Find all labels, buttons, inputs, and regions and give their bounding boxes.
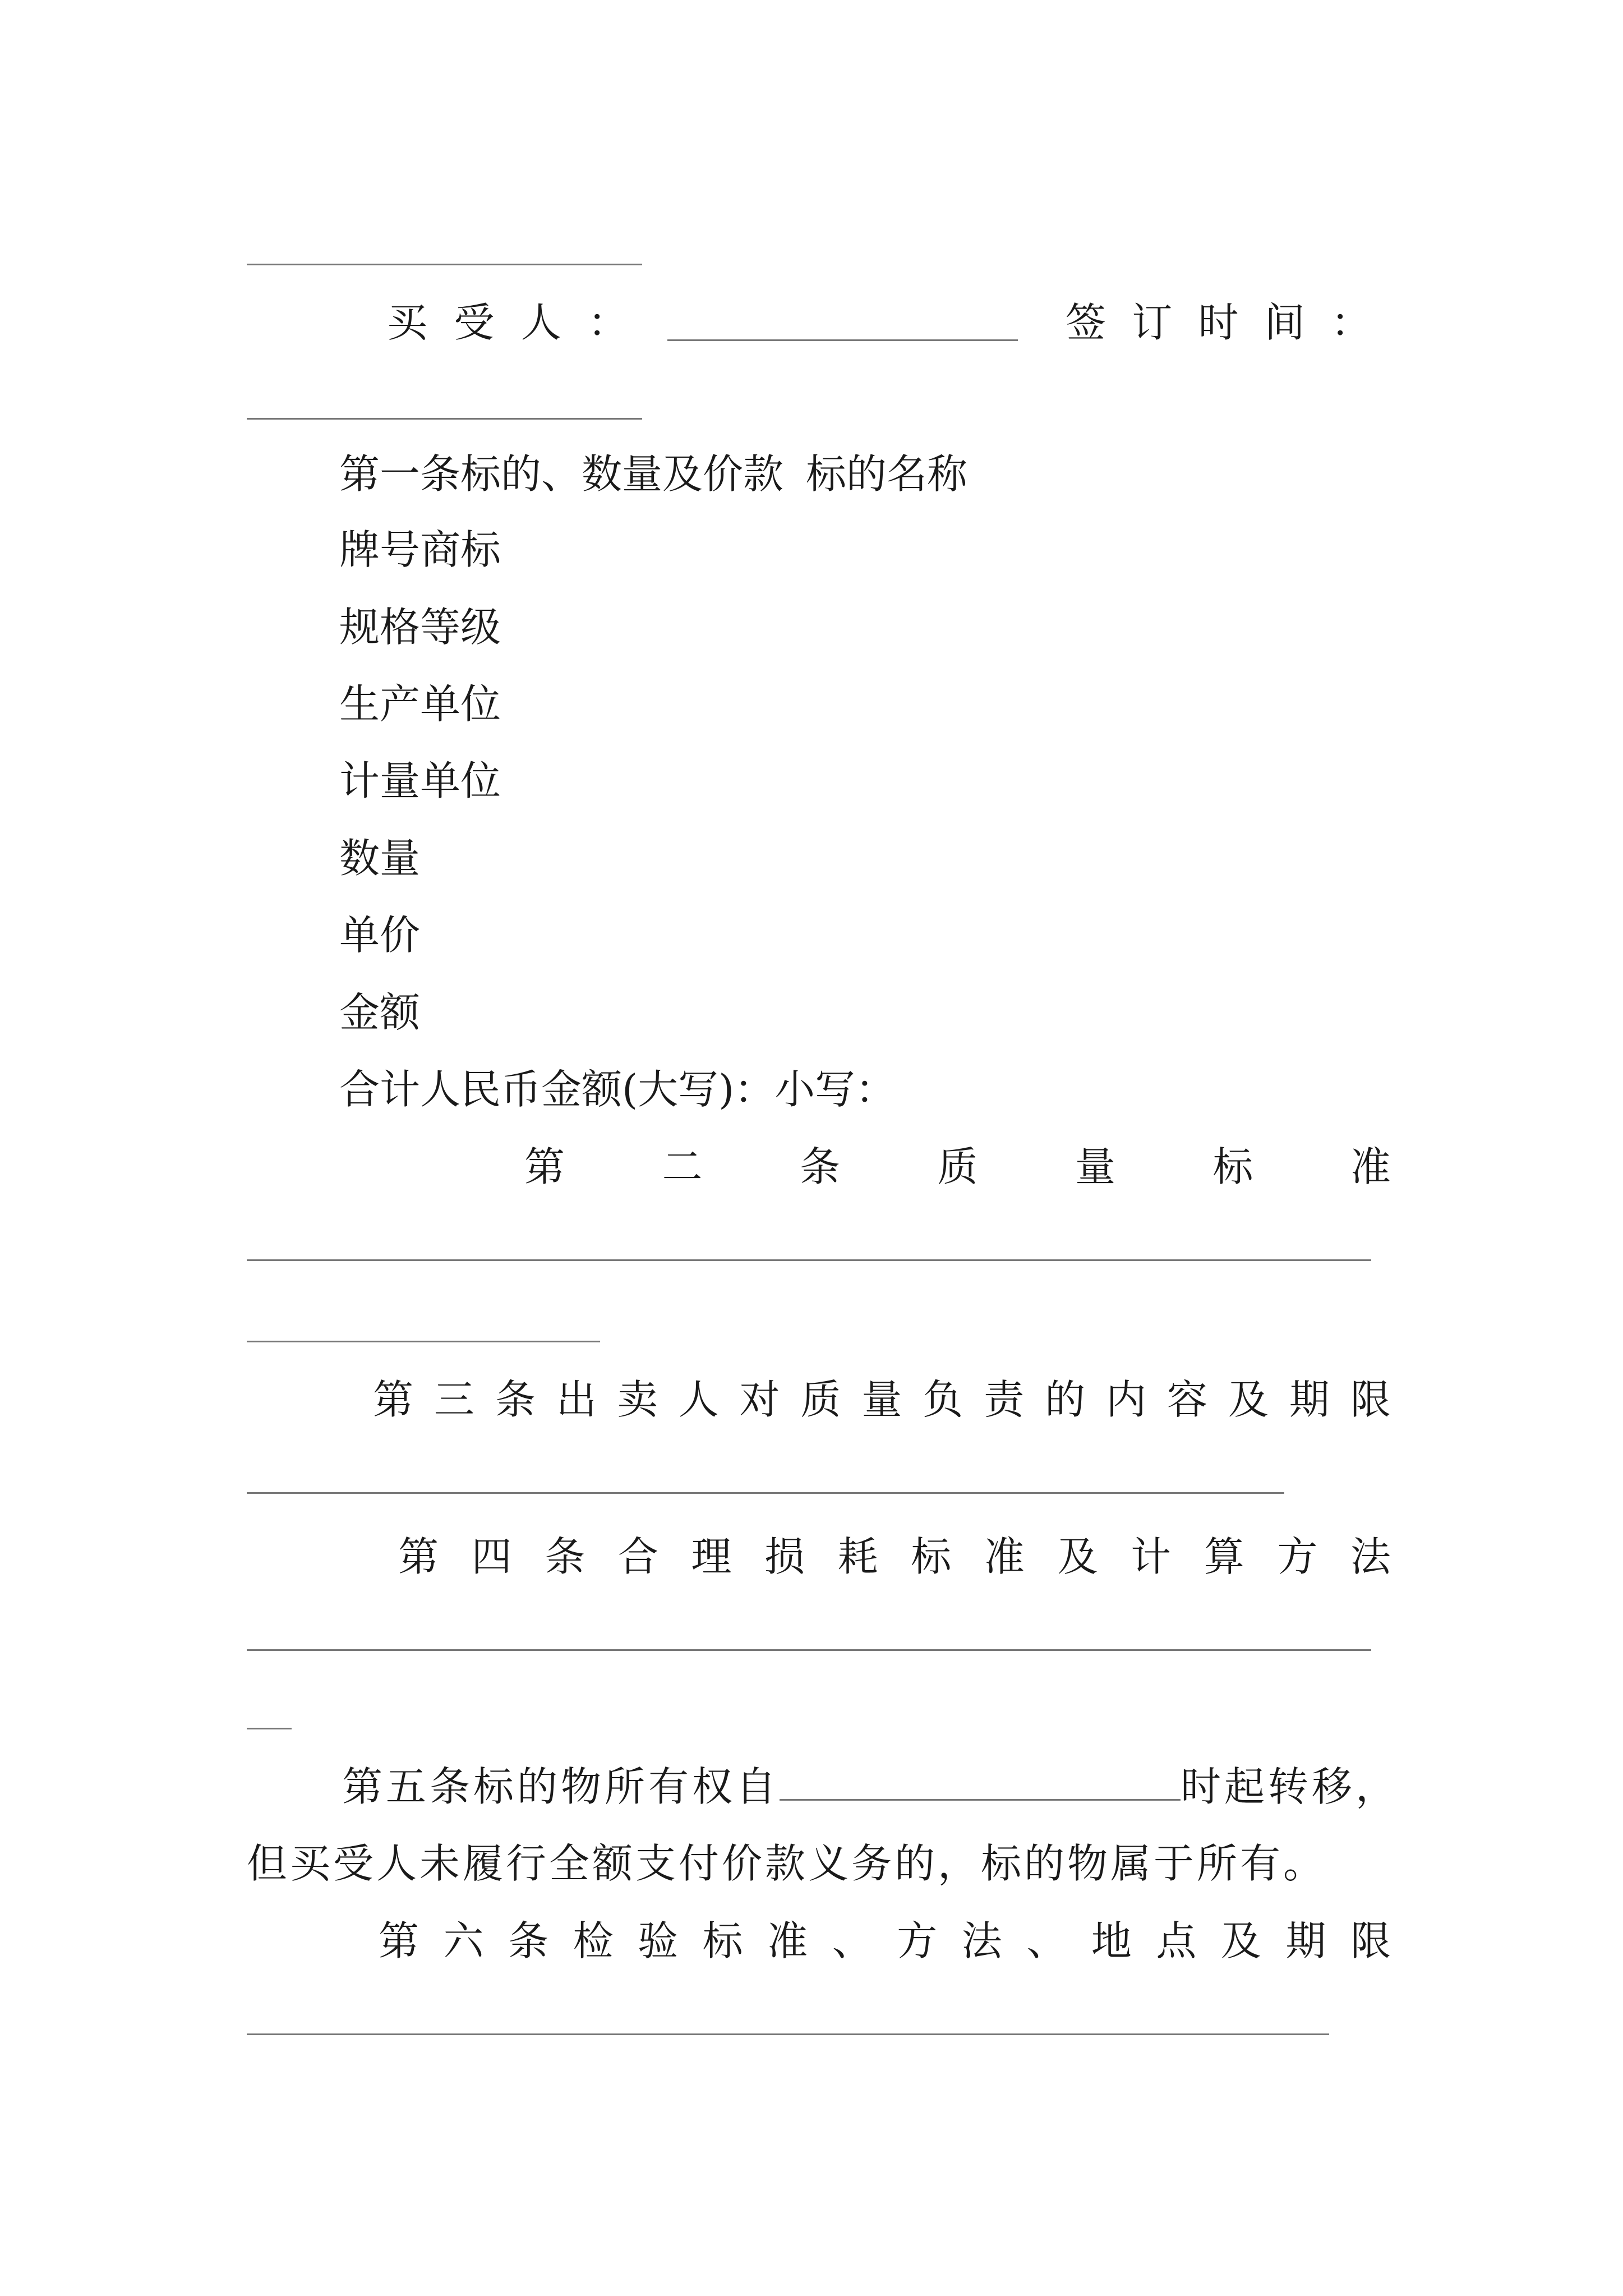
field-total: 合计人民币金额(大写)：小写： [339,1066,896,1113]
article-4-title-char: 算 [1204,1533,1244,1580]
article-3-title-char: 质 [800,1376,841,1423]
buyer-label-char: ： [587,299,628,346]
article-4-heading [398,1529,1391,1585]
article-3-title-char: 量 [861,1376,902,1423]
article-6-title-char: 验 [638,1917,679,1964]
buyer-label [387,295,628,351]
article-4-title-char: 合 [617,1533,658,1580]
signing-time-label-char: ： [1330,299,1371,346]
article-4-title-char: 损 [764,1533,805,1580]
blank-line [247,1728,292,1729]
article-2-title-char: 量 [1075,1143,1115,1190]
field-brand: 牌号商标 [339,526,501,573]
article-3-title-char: 出 [556,1376,597,1423]
article-6-title-char: 、 [1026,1917,1067,1964]
field-amount: 金额 [339,989,421,1036]
article-4-title-char: 计 [1131,1533,1172,1580]
article-6-title-char: 标 [702,1917,743,1964]
article-6-title-char: 及 [1220,1917,1261,1964]
blank-line [247,1492,1284,1494]
buyer-label-char: 受 [454,299,495,346]
blank-line [247,264,642,265]
article-3-title-char: 三 [434,1376,474,1423]
field-unit-price: 单价 [339,912,421,959]
article-6-title-char: 条 [508,1917,549,1964]
buyer-label-char: 买 [387,299,428,346]
buyer-label-char: 人 [520,299,561,346]
article-3-title-char: 第 [373,1376,414,1423]
article-6-heading [379,1913,1391,1969]
blank-line [247,2033,1329,2035]
article-4-title-char: 及 [1057,1533,1098,1580]
article-3-title-char: 的 [1045,1376,1086,1423]
article-6-title-char: 六 [443,1917,484,1964]
article-2-title-char: 质 [937,1143,978,1190]
blank-line [247,1649,1371,1651]
ownership-transfer-blank [780,1759,1181,1801]
signing-time-label-char: 时 [1198,299,1239,346]
article-3-title-char: 对 [739,1376,780,1423]
signing-time-label-char: 签 [1066,299,1106,346]
article-1-heading [339,446,967,502]
article-2-title-char: 准 [1350,1143,1391,1190]
article-5-line-2: 但买受人未履行全额支付价款义务的，标的物属于所有。 [247,1840,1327,1887]
article-6-title-char: 点 [1156,1917,1197,1964]
article-6-title-char: 限 [1350,1917,1391,1964]
article-5-line-1 [342,1759,1399,1815]
article-3-title-char: 内 [1106,1376,1147,1423]
article-3-title-char: 负 [923,1376,963,1423]
article-5-text-1: 第五条标的物所有权自 [342,1763,780,1810]
article-3-title-char: 容 [1166,1376,1207,1423]
field-producer: 生产单位 [339,680,501,728]
article-2-title-char: 标 [1212,1143,1253,1190]
article-4-title-char: 标 [911,1533,952,1580]
article-3-title-char: 期 [1289,1376,1330,1423]
article-4-title-char: 四 [471,1533,512,1580]
article-2-title-char: 二 [662,1143,703,1190]
article-2-title-char: 条 [799,1143,840,1190]
article-3-title-char: 卖 [617,1376,658,1423]
article-6-title-char: 地 [1091,1917,1132,1964]
article-3-title-char: 限 [1350,1376,1391,1423]
article-2-title-char: 第 [524,1143,565,1190]
blank-line [247,1259,1371,1261]
buyer-blank [667,339,1018,341]
article-3-heading [373,1372,1391,1428]
article-4-title-char: 理 [691,1533,732,1580]
article-2-heading [524,1139,1391,1195]
signing-time-label [1066,295,1371,351]
article-4-title-char: 法 [1350,1533,1391,1580]
field-spec: 规格等级 [339,604,501,651]
article-1-subject-name: 标的名称 [806,450,968,498]
article-4-title-char: 条 [545,1533,585,1580]
blank-line [247,418,642,420]
field-quantity: 数量 [339,835,421,882]
article-3-title-char: 人 [678,1376,719,1423]
article-3-title-char: 条 [495,1376,536,1423]
signing-time-label-char: 订 [1132,299,1173,346]
article-6-title-char: 准 [767,1917,808,1964]
article-6-title-char: 、 [832,1917,873,1964]
article-6-title-char: 检 [573,1917,614,1964]
field-unit: 计量单位 [339,757,501,804]
article-4-title-char: 方 [1277,1533,1318,1580]
article-1-title: 第一条标的、数量及价款 [339,450,784,498]
article-6-title-char: 期 [1285,1917,1326,1964]
signing-time-label-char: 间 [1264,299,1305,346]
article-3-title-char: 及 [1228,1376,1269,1423]
article-5-text-2: 时起转移， [1181,1763,1400,1810]
article-3-title-char: 责 [984,1376,1025,1423]
article-4-title-char: 第 [398,1533,439,1580]
blank-line [247,1341,600,1342]
article-4-title-char: 准 [984,1533,1025,1580]
article-6-title-char: 方 [897,1917,938,1964]
article-6-title-char: 第 [379,1917,419,1964]
article-6-title-char: 法 [961,1917,1002,1964]
article-4-title-char: 耗 [837,1533,878,1580]
